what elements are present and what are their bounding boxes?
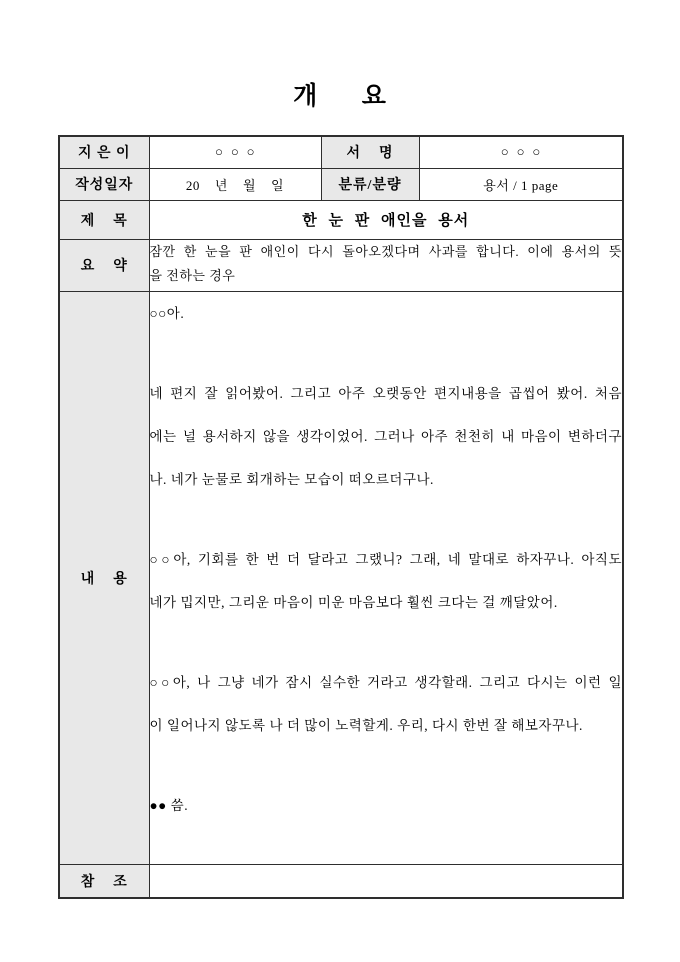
text-line: ○○아, 기회를 한 번 더 달라고 그랬니? 그래, 네 말대로 하자꾸나. 아직도 <box>149 551 622 567</box>
text-line: 잠깐 한 눈을 판 애인이 다시 돌아오겠다며 사과를 합니다. 이에 용서의 뜻 <box>149 243 622 259</box>
subject-value: 한 눈 판 애인을 용서 <box>149 200 623 239</box>
book-title-label: 서 명 <box>321 136 419 168</box>
text-line: 에는 널 용서하지 않을 생각이었어. 그러나 아주 천천히 내 마음이 변하더구 <box>149 428 622 444</box>
summary-text <box>149 239 623 291</box>
text-line: ○○아, 나 그냥 네가 잠시 실수한 거라고 생각할래. 그리고 다시는 이런 일 <box>149 674 622 690</box>
text-line: 네가 밉지만, 그리운 마음이 미운 마음보다 훨씬 크다는 걸 깨달았어. <box>149 594 558 610</box>
text-line: 나. 네가 눈물로 회개하는 모습이 떠오르더구나. <box>149 471 434 487</box>
paragraph <box>150 538 623 624</box>
text-line: 네 편지 잘 읽어봤어. 그리고 아주 오랫동안 편지내용을 곱씹어 봤어. 처음 <box>149 385 622 401</box>
row-subject <box>59 200 623 239</box>
date-label: 작성일자 <box>59 168 149 200</box>
paragraph <box>150 784 623 827</box>
paragraph <box>150 372 623 501</box>
text-line: 을 전하는 경우 <box>149 267 236 283</box>
author-label: 지 은 이 <box>59 136 149 168</box>
reference-value <box>149 864 623 898</box>
document-title: 개 요 <box>293 83 387 110</box>
author-value: ○ ○ ○ <box>149 136 321 168</box>
row-date-category <box>59 168 623 200</box>
summary-label: 요 약 <box>59 239 149 291</box>
reference-label: 참 조 <box>59 864 149 898</box>
text-line: ●● 씀. <box>149 797 189 813</box>
text-line: ○○아. <box>149 305 185 321</box>
row-content <box>59 291 623 864</box>
paragraph <box>150 240 623 288</box>
category-label: 분류/분량 <box>321 168 419 200</box>
date-value: 20 년 월 일 <box>149 168 321 200</box>
row-author-title <box>59 136 623 168</box>
book-title-value: ○ ○ ○ <box>419 136 623 168</box>
paragraph <box>150 292 623 335</box>
outline-table <box>58 135 624 899</box>
category-value: 용서 / 1 page <box>419 168 623 200</box>
content-label: 내 용 <box>59 291 149 864</box>
subject-label: 제 목 <box>59 200 149 239</box>
row-reference <box>59 864 623 898</box>
text-line: 이 일어나지 않도록 나 더 많이 노력할게. 우리, 다시 한번 잘 해보자꾸나. <box>149 717 583 733</box>
paragraph <box>150 661 623 747</box>
content-text <box>149 291 623 864</box>
row-summary <box>59 239 623 291</box>
